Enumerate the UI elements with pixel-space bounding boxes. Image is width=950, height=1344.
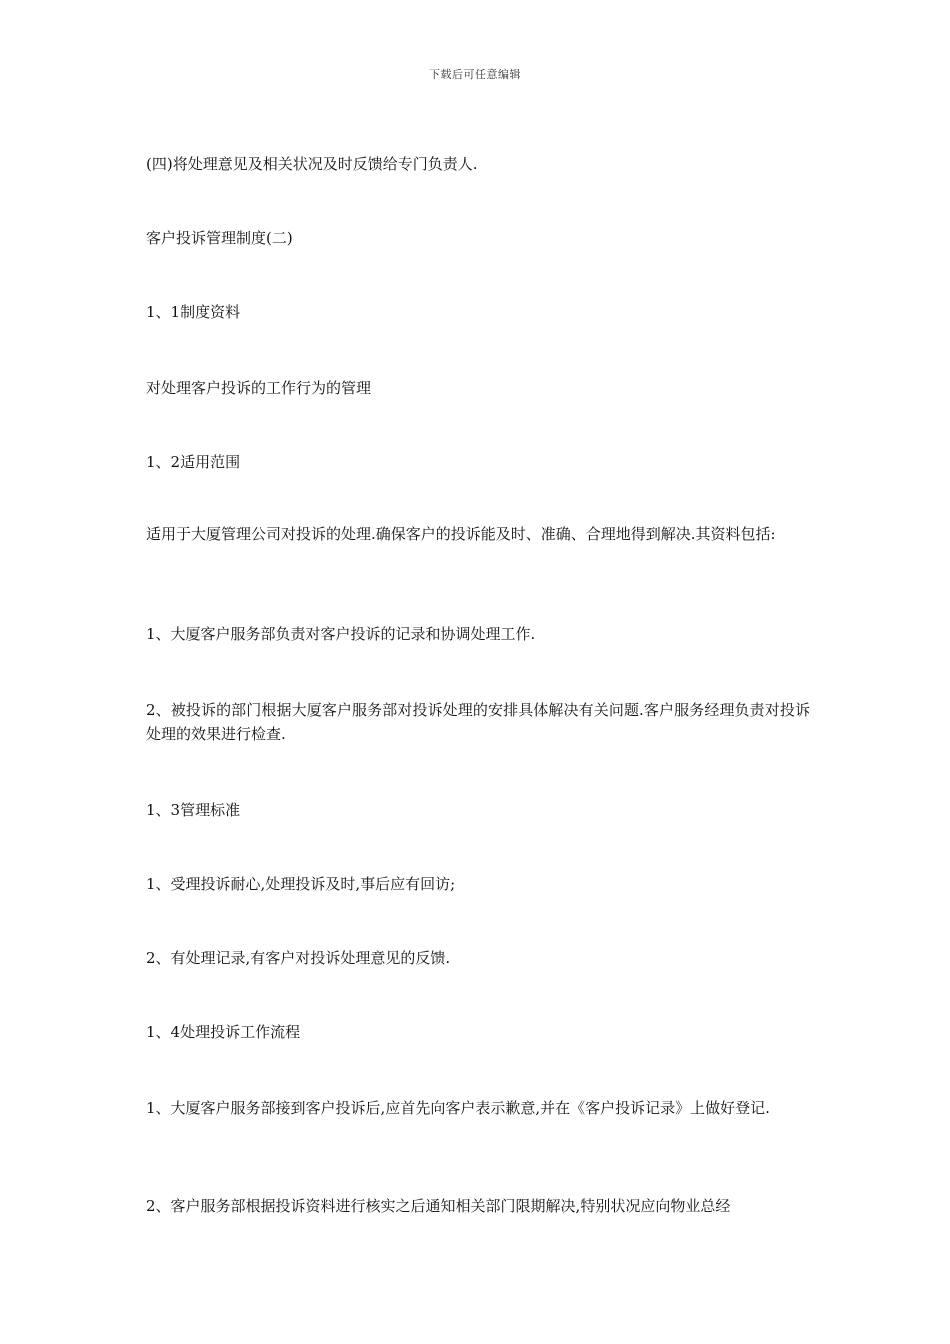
- paragraph-management-scope: 对处理客户投诉的工作行为的管理: [146, 379, 372, 397]
- paragraph-applicable-range: 适用于大厦管理公司对投诉的处理.确保客户的投诉能及时、准确、合理地得到解决.其资料包括:: [146, 525, 776, 543]
- paragraph-feedback: (四)将处理意见及相关状况及时反馈给专门负责人.: [146, 155, 478, 173]
- subheading-applicable-range: 1、2适用范围: [146, 453, 241, 471]
- list-item-standard-1: 1、受理投诉耐心,处理投诉及时,事后应有回访;: [146, 875, 456, 893]
- subheading-management-standard: 1、3管理标准: [146, 801, 241, 819]
- list-item-workflow-2: 2、客户服务部根据投诉资料进行核实之后通知相关部门限期解决,特别状况应向物业总经: [146, 1197, 731, 1215]
- list-item-responsibility-1: 1、大厦客户服务部负责对客户投诉的记录和协调处理工作.: [146, 625, 536, 643]
- list-item-standard-2: 2、有处理记录,有客户对投诉处理意见的反馈.: [146, 949, 451, 967]
- header-note: 下载后可任意编辑: [429, 68, 521, 81]
- section-title: 客户投诉管理制度(二): [146, 229, 293, 247]
- list-item-responsibility-2: 2、被投诉的部门根据大厦客户服务部对投诉处理的安排具体解决有关问题.客户服务经理负责对投诉处理的效果进行检查.: [146, 701, 810, 743]
- subheading-workflow: 1、4处理投诉工作流程: [146, 1023, 301, 1041]
- subheading-system-content: 1、1制度资料: [146, 303, 241, 321]
- list-item-workflow-1: 1、大厦客户服务部接到客户投诉后,应首先向客户表示歉意,并在《客户投诉记录》上做好登记.: [146, 1099, 770, 1117]
